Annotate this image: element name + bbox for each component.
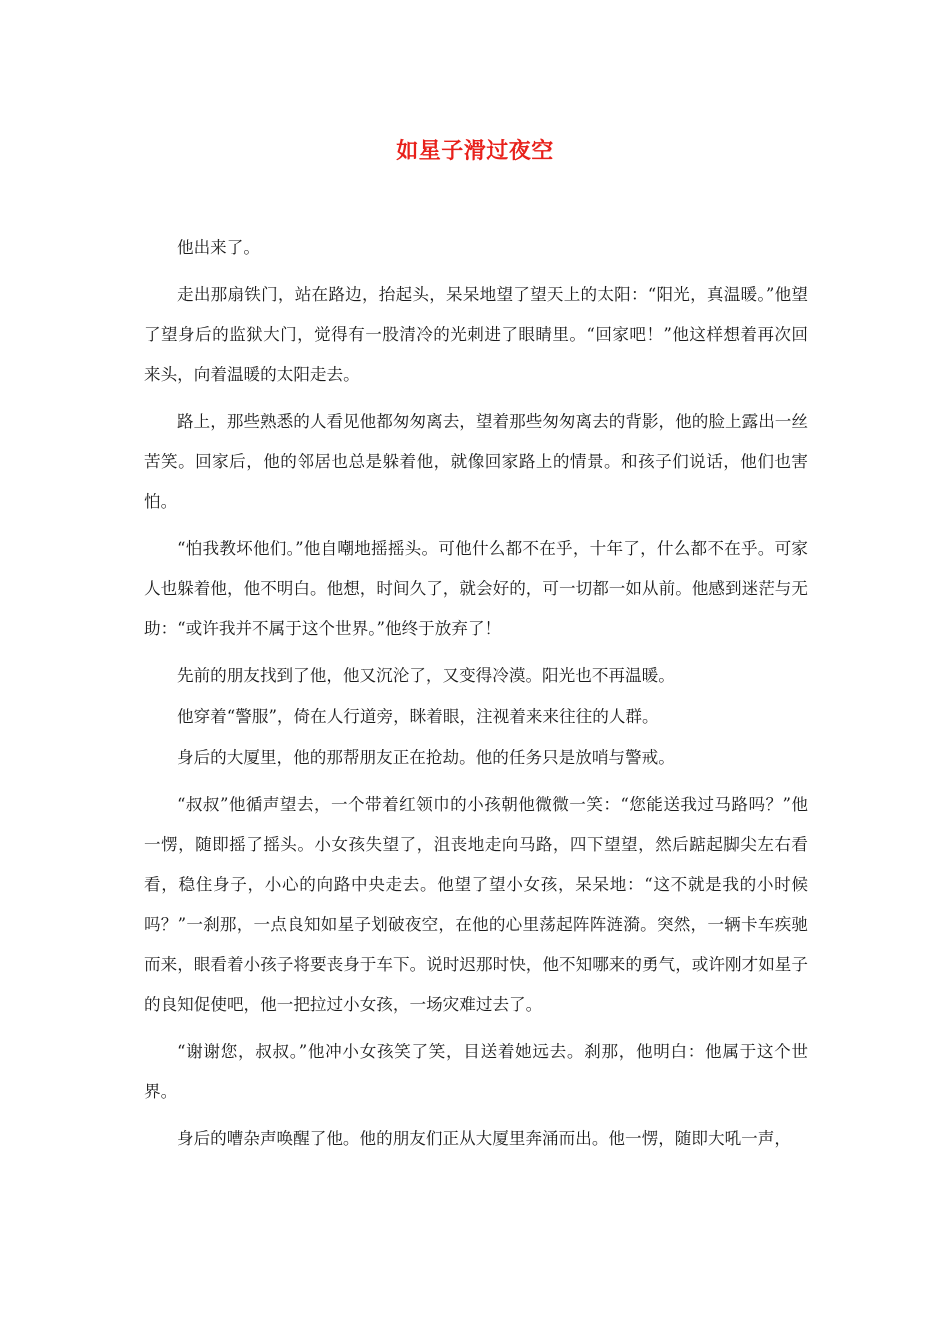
document-body [144,228,808,1166]
paragraph-1: 他出来了。 [177,238,260,257]
paragraph-7: 身后的大厦里，他的那帮朋友正在抢劫。他的任务只是放哨与警戒。 [177,748,675,767]
paragraph-9: “谢谢您，叔叔。”他冲小女孩笑了笑，目送着她远去。刹那，他明白：他属于这个世界。 [144,1042,808,1101]
document-title: 如星子滑过夜空 [396,138,554,164]
paragraph-10: 身后的嘈杂声唤醒了他。他的朋友们正从大厦里奔涌而出。他一愣，随即大吼一声， [177,1129,791,1148]
paragraph-3: 路上，那些熟悉的人看见他都匆匆离去，望着那些匆匆离去的背影，他的脸上露出一丝苦笑。回家后，他的邻居也总是躲着他，就像回家路上的情景。和孩子们说话，他们也害怕。 [144,412,808,511]
paragraph-5: 先前的朋友找到了他，他又沉沦了，又变得冷漠。阳光也不再温暖。 [177,666,675,685]
paragraph-8: “叔叔”他循声望去，一个带着红领巾的小孩朝他微微一笑：“您能送我过马路吗？”他一愣，随即摇了摇头。小女孩失望了，沮丧地走向马路，四下望望，然后踮起脚尖左右看看，稳住身子，小心的向路中央走去。他望了望小女孩，呆呆地：“这不就是我的小时候吗？”一刹那，一点良知如星子划破夜空，在他的心里荡起阵阵涟漪。突然，一辆卡车疾驰而来，眼看着小孩子将要丧身于车下。说时迟那时快，他不知哪来的勇气，或许刚才如星子的良知促使吧，他一把拉过小女孩，一场灾难过去了。 [144,795,808,1014]
paragraph-4: “怕我教坏他们。”他自嘲地摇摇头。可他什么都不在乎，十年了，什么都不在乎。可家人也躲着他，他不明白。他想，时间久了，就会好的，可一切都一如从前。他感到迷茫与无助：“或许我并不属于这个世界。”他终于放弃了！ [144,539,808,638]
paragraph-6: 他穿着“警服”，倚在人行道旁，眯着眼，注视着来来往往的人群。 [177,707,659,726]
paragraph-2: 走出那扇铁门，站在路边，抬起头，呆呆地望了望天上的太阳：“阳光，真温暖。”他望了望身后的监狱大门，觉得有一股清冷的光刺进了眼睛里。“回家吧！”他这样想着再次回来头，向着温暖的太阳走去。 [144,285,808,384]
